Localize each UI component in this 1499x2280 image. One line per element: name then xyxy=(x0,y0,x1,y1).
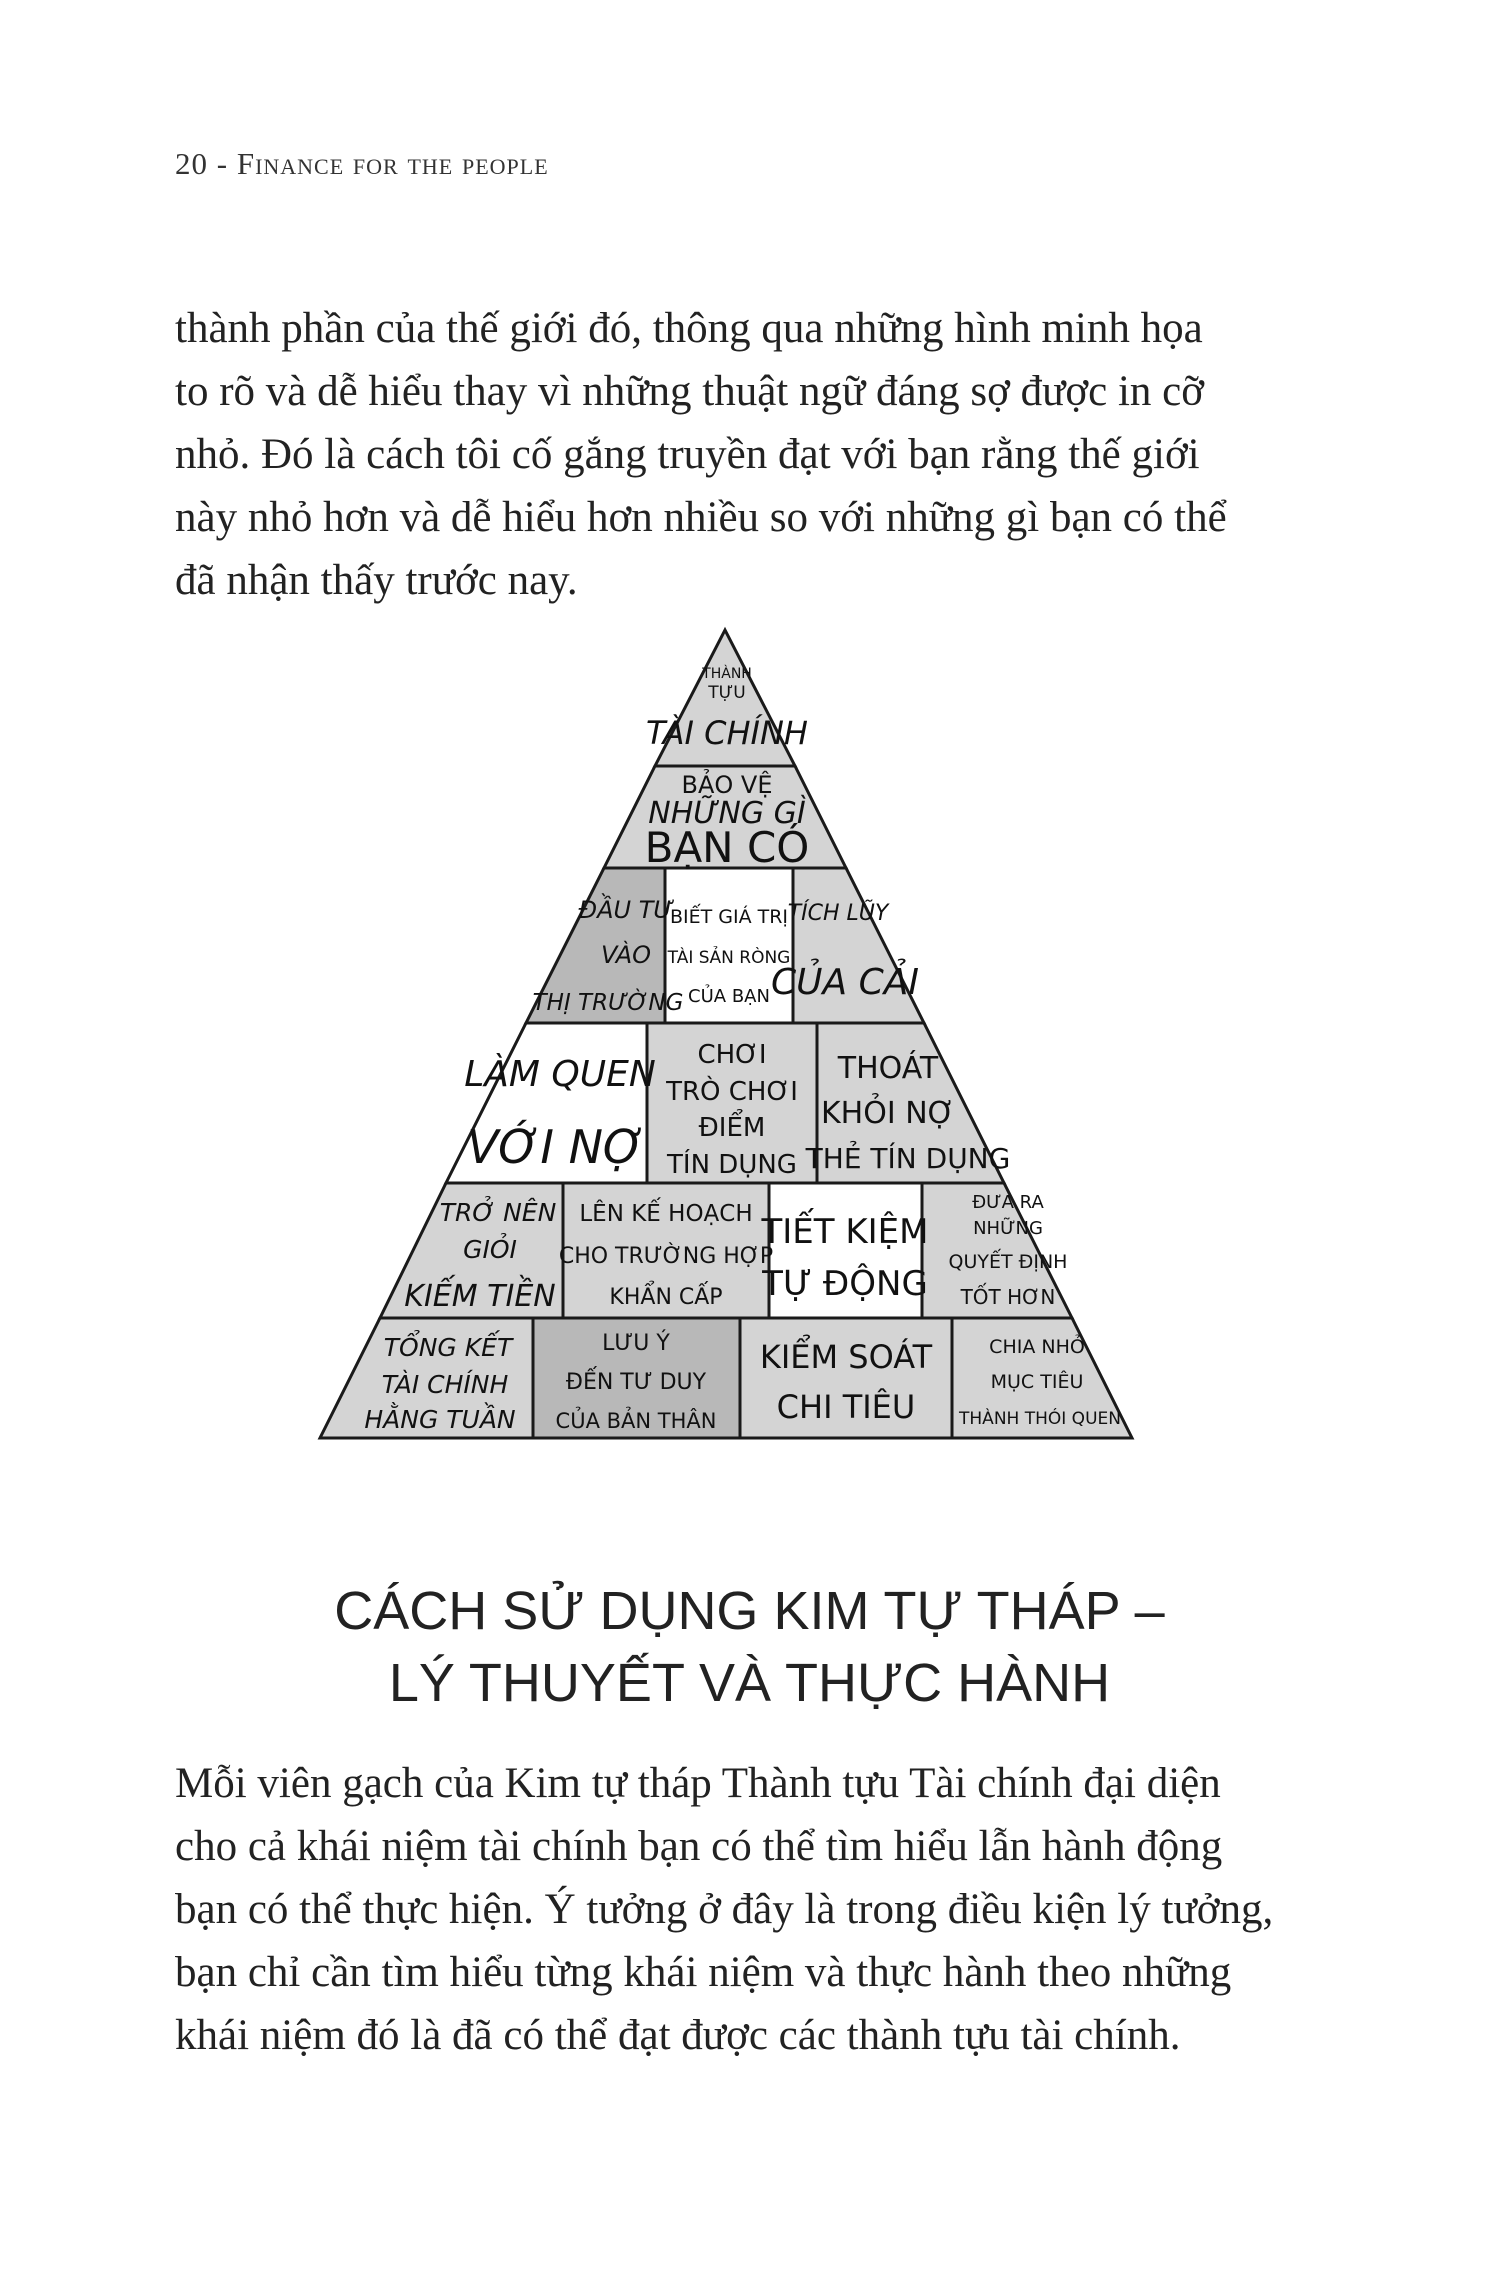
credit-game-label-4: TÍN DỤNG xyxy=(667,1150,797,1180)
credit-game-label-2: TRÒ CHƠI xyxy=(666,1077,798,1107)
paragraph-2-line: bạn chỉ cần tìm hiểu từng khái niệm và thực hành theo những xyxy=(175,1949,1232,1996)
mindset-label-1: LƯU Ý xyxy=(602,1331,670,1356)
weekly-label-3: HẰNG TUẦN xyxy=(364,1405,516,1434)
page-number: 20 - xyxy=(175,146,229,181)
paragraph-1-line: thành phần của thế giới đó, thông qua những hình minh họa xyxy=(175,305,1203,352)
decisions-label-2: NHỮNG xyxy=(973,1218,1043,1239)
decisions-label-3: QUYẾT ĐỊNH xyxy=(948,1251,1068,1273)
invest-label-1: ĐẦU TƯ xyxy=(578,896,674,924)
protect-label-3: BẠN CÓ xyxy=(644,823,810,872)
paragraph-2-line: bạn có thể thực hiện. Ý tưởng ở đây là trong điều kiện lý tưởng, xyxy=(175,1886,1274,1933)
paragraph-1-line: to rõ và dễ hiểu thay vì những thuật ngữ đáng sợ được in cỡ xyxy=(175,368,1204,415)
paragraph-2-line: khái niệm đó là đã có thể đạt được các thành tựu tài chính. xyxy=(175,2012,1181,2059)
debt-label-2: VỚI NỢ xyxy=(466,1120,646,1174)
goals-label-2: MỤC TIÊU xyxy=(990,1371,1084,1393)
apex-label-1: THÀNH xyxy=(702,666,752,682)
net-worth-label-2: TÀI SẢN RÒNG xyxy=(667,948,791,968)
financial-pyramid xyxy=(290,618,1215,1463)
card-debt-label-2: KHỎI NỢ xyxy=(820,1096,956,1131)
goals-label-3: THÀNH THÓI QUEN xyxy=(959,1409,1121,1429)
debt-label-1: LÀM QUEN xyxy=(464,1054,656,1095)
mindset-label-2: ĐẾN TƯ DUY xyxy=(565,1370,707,1395)
earn-label-3: KIẾM TIỀN xyxy=(404,1279,556,1314)
emergency-label-1: LÊN KẾ HOẠCH xyxy=(579,1201,753,1227)
wealth-label-1: TÍCH LŨY xyxy=(787,901,889,926)
financial-pyramid-figure xyxy=(290,618,1215,1463)
decisions-label-4: TỐT HƠN xyxy=(960,1285,1056,1309)
auto-save-label-2: TỰ ĐỘNG xyxy=(762,1264,928,1304)
weekly-label-2: TÀI CHÍNH xyxy=(381,1370,509,1399)
wealth-label-2: CỦA CẢI xyxy=(771,962,919,1003)
weekly-label-1: TỔNG KẾT xyxy=(383,1333,513,1362)
spending-label-1: KIỂM SOÁT xyxy=(759,1338,933,1376)
net-worth-label-1: BIẾT GIÁ TRỊ xyxy=(669,906,789,928)
spending-label-2: CHI TIÊU xyxy=(776,1388,916,1426)
earn-label-1: TRỞ NÊN xyxy=(439,1198,557,1227)
paragraph-1-line: đã nhận thấy trước nay. xyxy=(175,557,578,604)
earn-label-2: GIỎI xyxy=(463,1235,517,1264)
emergency-label-2: CHO TRƯỜNG HỢP xyxy=(558,1244,774,1269)
paragraph-2 xyxy=(175,1752,1335,2067)
protect-label-2: NHỮNG GÌ xyxy=(648,796,806,831)
invest-label-2: VÀO xyxy=(600,941,652,969)
emergency-label-3: KHẨN CẤP xyxy=(609,1285,723,1310)
section-title-line-1: CÁCH SỬ DỤNG KIM TỰ THÁP – xyxy=(334,1581,1165,1641)
goals-label-1: CHIA NHỎ xyxy=(989,1336,1085,1358)
running-head xyxy=(175,146,549,182)
mindset-label-3: CỦA BẢN THÂN xyxy=(555,1409,717,1433)
paragraph-2-line: cho cả khái niệm tài chính bạn có thể tìm hiểu lẫn hành động xyxy=(175,1823,1223,1870)
card-debt-label-3: THẺ TÍN DỤNG xyxy=(805,1142,1011,1175)
credit-game-label-3: ĐIỂM xyxy=(698,1113,766,1143)
apex-label-3: TÀI CHÍNH xyxy=(646,714,808,752)
paragraph-1-line: này nhỏ hơn và dễ hiểu hơn nhiều so với những gì bạn có thể xyxy=(175,494,1227,541)
auto-save-label-1: TIẾT KIỆM xyxy=(761,1212,929,1252)
book-title: Finance for the people xyxy=(236,146,549,181)
credit-game-label-1: CHƠI xyxy=(697,1040,767,1070)
invest-label-3: THỊ TRƯỜNG xyxy=(532,990,684,1016)
apex-label-2: TỰU xyxy=(708,683,746,703)
net-worth-label-3: CỦA BẠN xyxy=(688,986,770,1007)
paragraph-2-line: Mỗi viên gạch của Kim tự tháp Thành tựu Tài chính đại diện xyxy=(175,1760,1221,1807)
section-title-line-2: LÝ THUYẾT VÀ THỰC HÀNH xyxy=(388,1653,1111,1713)
paragraph-1-line: nhỏ. Đó là cách tôi cố gắng truyền đạt với bạn rằng thế giới xyxy=(175,431,1200,478)
decisions-label-1: ĐƯA RA xyxy=(972,1192,1044,1213)
protect-label-1: BẢO VỆ xyxy=(681,771,773,799)
card-debt-label-1: THOÁT xyxy=(837,1051,939,1086)
section-title xyxy=(0,1575,1499,1719)
paragraph-1 xyxy=(175,297,1335,612)
